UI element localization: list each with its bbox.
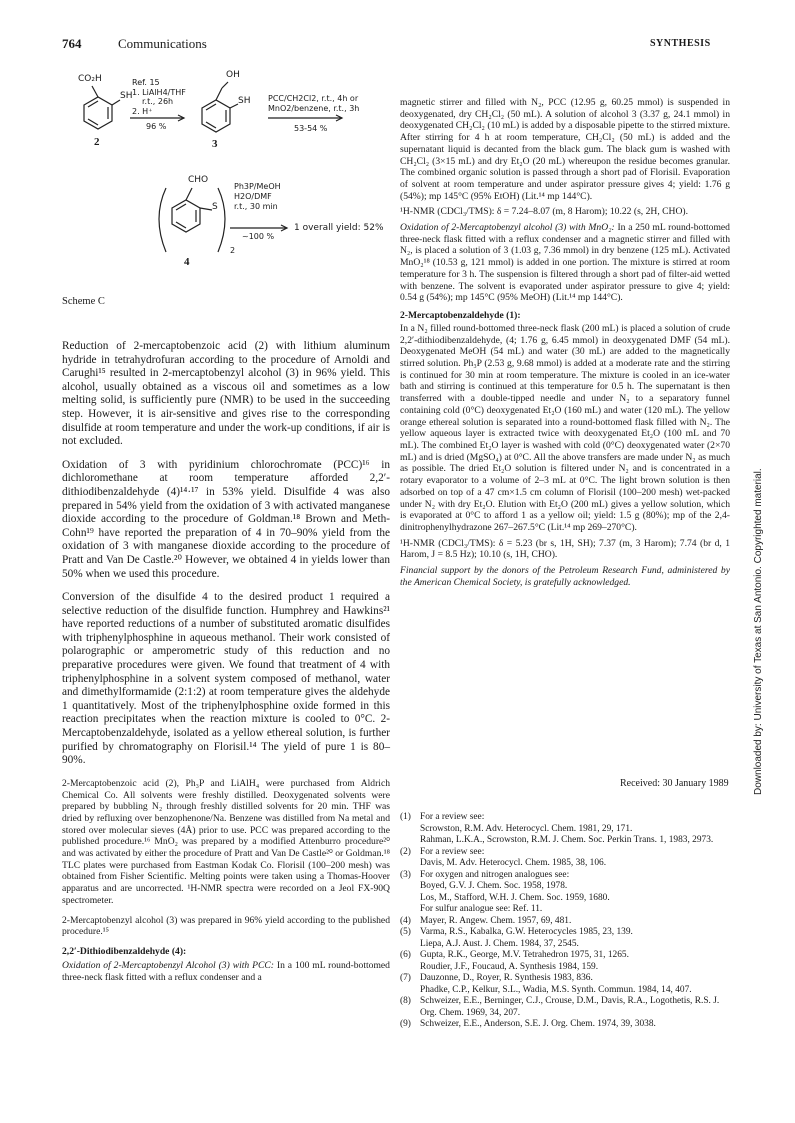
reference-number: (8) xyxy=(400,996,411,1006)
compound-label-3: 3 xyxy=(212,138,218,150)
references-list xyxy=(400,812,730,1031)
mno2-procedure xyxy=(400,222,730,304)
reference-item xyxy=(400,973,730,996)
atom-sh-2: SH xyxy=(120,91,133,101)
reference-line: Scrowston, R.M. Adv. Heterocycl. Chem. 1981, 29, 171. xyxy=(420,823,633,834)
received-date: Received: 30 January 1989 xyxy=(620,778,729,789)
overall-yield: 1 overall yield: 52% xyxy=(294,223,384,233)
reference-line: Roudier, J.F., Foucaud, A. Synthesis 1984, 159. xyxy=(420,961,599,972)
reference-text xyxy=(420,950,730,973)
reference-number: (1) xyxy=(400,812,411,822)
reference-line: For oxygen and nitrogen analogues see: xyxy=(420,869,570,880)
reference-text xyxy=(420,847,730,870)
reference-number: (4) xyxy=(400,915,411,926)
reference-text xyxy=(420,870,730,916)
reference-number: (9) xyxy=(400,1019,411,1029)
reference-item xyxy=(400,927,730,950)
step1-yield: 96 % xyxy=(146,122,167,131)
aldehyde-procedure: In a N₂ filled round-bottomed three-neck flask (200 mL) is placed a solution of crude 2,2′-dithiodibenzaldehyde, (4; 1.76 g, 6.45 mmol) in deoxygenated DMF (54 mL). Deoxygenated MeOH (54 mL) and water (30 mL) are added to the magnetically stirred solution. Ph₃P (2.53 g, 9.68 mmol) is added at a moderate rate and the stirring is continued for 30 min at room temperature. The mixture is cooled in an ice-water bath and stirring is continued at this temperature for 0.5 h. The supernatant is then transferred with a double-tipped needle and under N₂ to a separatory funnel containing cold (0°C) deoxygenated Et₂O (160 mL) and water (120 mL). The yellow orange ethereal solution is separated into a round-bottomed flask filled with N₂. The yellow aqueous layer is extracted twice with deoxygenated Et₂O (100 mL and 70 mL). The combined Et₂O layer is washed with cold (0°C) deoxygenated water (2×70 mL) and is dried (MgSO₄) at 0°C. All the above transfers are made under N₂ as much as possible. The dried Et₂O solution is filtered under N₂ and is concentrated in a rotary evaporator to a volume of 2–3 mL at 0°C. The light brown solution is then adsorbed on top of a 47 cm×1.5 cm column of Florisil (100–200 mesh) wet-packed under N₂ with dry Et₂O. Elution with Et₂O (200 mL) gives a yellow solution, which is evaporated at 0°C to afford 1 as a yellow oil; yield: 1.5 g (80%); mp of the 2,4-dinitrophenylhydrazone 267–267.5°C (Lit.¹⁴ mp 269–270°C). xyxy=(400,322,730,533)
reference-number: (6) xyxy=(400,950,411,960)
nmr-1: ¹H-NMR (CDCl₃/TMS): δ = 5.23 (br s, 1H, SH); 7.37 (m, 3 Harom); 7.74 (br d, 1 Harom, J = 8.5 Hz); 10.10 (s, 1H, CHO). xyxy=(400,537,730,561)
reference-line: Davis, M. Adv. Heterocycl. Chem. 1985, 38, 106. xyxy=(420,858,607,868)
reference-line: For a review see: xyxy=(420,812,485,822)
reference-item xyxy=(400,916,730,928)
reference-line: Boyed, G.V. J. Chem. Soc. 1958, 1978. xyxy=(420,881,568,891)
scheme-label: Scheme C xyxy=(62,296,105,307)
step2-yield: 53-54 % xyxy=(294,124,328,133)
reference-line: Varma, R.S., Kabalka, G.W. Heterocycles 1985, 23, 139. xyxy=(420,927,633,937)
page-number: 764 xyxy=(62,36,82,51)
step2-conditions: PCC/CH2Cl2, r.t., 4h or MnO2/benzene, r.t., 3h xyxy=(268,94,360,113)
reference-number: (3) xyxy=(400,869,411,880)
right-column xyxy=(400,97,730,588)
step3-conditions: Ph3P/MeOH H2O/DMF r.t., 30 min xyxy=(234,182,281,211)
atom-s: S xyxy=(212,202,218,212)
left-column xyxy=(62,340,390,983)
mno2-title: Oxidation of 2-Mercaptobenzyl alcohol (3) with MnO₂: xyxy=(400,222,615,234)
reference-number: (2) xyxy=(400,846,411,857)
subscript-2: 2 xyxy=(230,246,236,255)
download-notice: Downloaded by: University of Texas at San Antonio. Copyrighted material. xyxy=(753,468,764,795)
experimental-alcohol: 2-Mercaptobenzyl alcohol (3) was prepared in 96% yield according to the published procedure.¹⁵ xyxy=(62,914,390,938)
paragraph-conversion: Conversion of the disulfide 4 to the desired product 1 required a selective reduction of the disulfide function. Humphrey and Hawkins²¹ have reported reductions of a number of substituted aromatic disulfides with triphenylphosphine in aqueous methanol. Their work consisted of polarographic or amperometric study of this reduction and no preparative procedures were given. We found that treatment of 4 with triphenylphosphine in a solvent system composed of methanol, water and dimethylformamide (2:1:2) at room temperature gives the aldehyde 1 quantitatively. Most of the triphenylphosphine oxide formed in this reaction precipitates when the reaction mixture is cooled to 0°C. 2-Mercaptobenzaldehyde, isolated as a yellow ethereal solution, is further purified by chromatography on Florisil.¹⁴ The yield of pure 1 is 80–90%. xyxy=(62,591,390,767)
method-pcc xyxy=(62,960,390,983)
step3-yield: ~100 % xyxy=(242,232,275,241)
atom-cho: CHO xyxy=(188,175,209,185)
reference-item xyxy=(400,812,730,847)
reference-line: Los, M., Stafford, W.H. J. Chem. Soc. 1959, 1680. xyxy=(420,892,610,903)
experimental-general: 2-Mercaptobenzoic acid (2), Ph₃P and LiAlH₄ were purchased from Aldrich Chemical Co. All solvents were freshly distilled. Deoxygenated solvents were prepared by bubbling N₂ through freshly distilled solvents for 20 min. THF was dried by refluxing over benzophenone/Na. Benzene was distilled from Na metal and stored over molecular sieves (4Å) prior to use. PCC was prepared according to the published procedure.¹⁶ MnO₂ was prepared by a modified Attenburro procedure²⁰ and was activated by either the procedure of Pratt and Van De Castle²⁰ or Goldman.¹⁸ TLC plates were purchased from Eastman Kodak Co. Florisil (100–200 mesh) was obtained from Fisher Scientific. Melting points were taken using a Thomas-Hoover apparatus and are uncorrected. ¹H-NMR spectra were recorded on a Jeol FX-90Q spectrometer. xyxy=(62,777,390,906)
atom-sh-3: SH xyxy=(238,96,251,106)
reference-item xyxy=(400,1019,730,1031)
heading-aldehyde: 2-Mercaptobenzaldehyde (1): xyxy=(400,309,521,321)
nmr-4: ¹H-NMR (CDCl₃/TMS): δ = 7.24–8.07 (m, 8 Harom); 10.22 (s, 2H, CHO). xyxy=(400,206,688,218)
reference-text xyxy=(420,927,730,950)
atom-co2h: CO₂H xyxy=(78,74,102,84)
reference-number: (5) xyxy=(400,927,411,937)
reference-line: Rahman, L.K.A., Scrowston, R.M. J. Chem. Soc. Perkin Trans. 1, 1983, 2973. xyxy=(420,835,714,845)
paragraph-oxidation: Oxidation of 3 with pyridinium chlorochromate (PCC)¹⁶ in dichloromethane at room temperature afforded 2,2′-dithiodibenzaldehyde (4)¹⁴·¹⁷ in 53% yield. Disulfide 4 was also prepared in 54% yield from the oxidation of 3 with activated manganese dioxide according to the procedure of Goldman.¹⁸ Brown and Meth-Cohn¹⁹ have reported the preparation of 4 in 70–90% yield from the oxidation of 3 with manganese dioxide according to the procedure of Pratt and Van De Castle.²⁰ However, we obtained 4 in yields lower than 50% when we used this procedure. xyxy=(62,458,390,580)
mno2-text: In a 250 mL round-bottomed three-neck flask fitted with a reflux condenser and a magnetic stirrer and filled with N₂, is placed a solution of 3 (1.03 g, 7.36 mmol) in dry benzene (125 mL). Activated MnO₂¹⁸ (10.53 g, 121 mmol) is added in one portion. The mixture is stirred at room temperature for 3 h. The suspension is filtered through a short pad of filter-aid wetted with benzene. The solvent is evaporated under aspirator pressure to give 4; yield: 0.54 g (54%); mp 145°C (95% MeOH) (Lit.¹⁴ mp 144°C). xyxy=(400,222,730,304)
reference-line: For sulfur analogue see: Ref. 11. xyxy=(420,904,543,914)
paragraph-reduction: Reduction of 2-mercaptobenzoic acid (2) with lithium aluminum hydride in tetrahydrofuran according to the procedure of Arnoldi and Carughi¹⁵ resulted in 2-mercaptobenzyl alcohol (3) in 96% yield. This alcohol, usually obtained as a viscous oil and sometimes as a low melting solid, is sufficiently pure (NMR) to be used in the succeeding step. However, it is air-sensitive and gives rise to the corresponding disulfide at room temperature and under the work-up conditions, if air is not excluded. xyxy=(62,340,390,448)
method-pcc-text: In a 100 mL round-bottomed three-neck flask fitted with a reflux condenser and a xyxy=(62,959,390,983)
method-pcc-title: Oxidation of 2-Mercaptobenzyl Alcohol (3) with PCC: xyxy=(62,959,274,971)
section-title: Communications xyxy=(118,36,207,51)
reference-line: Liepa, A.J. Aust. J. Chem. 1984, 37, 2545. xyxy=(420,938,579,949)
heading-dithio: 2,2′-Dithiodibenzaldehyde (4): xyxy=(62,945,187,957)
compound-label-2: 2 xyxy=(94,136,100,148)
reference-line: For a review see: xyxy=(420,846,485,857)
journal-name: SYNTHESIS xyxy=(650,38,711,49)
compound-label-4: 4 xyxy=(184,256,190,268)
reference-number: (7) xyxy=(400,973,411,983)
reference-text xyxy=(420,996,730,1019)
acknowledgment: Financial support by the donors of the Petroleum Research Fund, administered by the American Chemical Society, is gratefully acknowledged. xyxy=(400,565,730,588)
reference-item xyxy=(400,870,730,916)
reference-item xyxy=(400,847,730,870)
reference-item xyxy=(400,996,730,1019)
reference-line: Dauzonne, D., Royer, R. Synthesis 1983, 836. xyxy=(420,973,593,983)
atom-oh: OH xyxy=(226,70,240,80)
step1-conditions: Ref. 15 1. LiAlH4/THF r.t., 26h 2. H⁺ xyxy=(132,78,186,116)
reference-line: Mayer, R. Angew. Chem. 1957, 69, 481. xyxy=(420,915,572,926)
reference-item xyxy=(400,950,730,973)
reference-text xyxy=(420,1019,730,1031)
reference-line: Gupta, R.K., George, M.V. Tetrahedron 1975, 31, 1265. xyxy=(420,950,629,960)
pcc-procedure: magnetic stirrer and filled with N₂, PCC (12.95 g, 60.25 mmol) is suspended in deoxygenated, dry CH₂Cl₂ (50 mL). A solution of alcohol 3 (3.37 g, 24.1 mmol) in deoxygenated CH₂Cl₂ (10 mL) is added by a disposable pipette to the stirred mixture. After stirring for 4 h at room temperature, CH₂Cl₂ (50 mL) is added and the supernatant liquid is decanted from the black gum. The black gum is washed with CH₂Cl₂ (3×15 mL) and dry Et₂O (20 mL) whereupon the residue becomes granular. The combined organic solution is passed through a short pad of Florisil. Evaporation of solvent at room temperature and under aspirator pressure gives 4; yield: 1.76 g (54%); mp 145°C (95% EtOH) (Lit.¹⁴ mp 144°C). xyxy=(400,97,730,202)
reference-line: Phadke, C.P., Kelkur, S.L., Wadia, M.S. Synth. Commun. 1984, 14, 407. xyxy=(420,984,692,995)
reference-text xyxy=(420,916,730,928)
reference-text xyxy=(420,973,730,996)
reaction-scheme xyxy=(62,60,392,300)
reference-line: Schweizer, E.E., Berninger, C.J., Crouse, D.M., Davis, R.A., Logothetis, R.S. J. Org. Chem. 1969, 34, 207. xyxy=(420,996,720,1018)
reference-text xyxy=(420,812,730,847)
reference-line: Schweizer, E.E., Anderson, S.E. J. Org. Chem. 1974, 39, 3038. xyxy=(420,1019,656,1029)
